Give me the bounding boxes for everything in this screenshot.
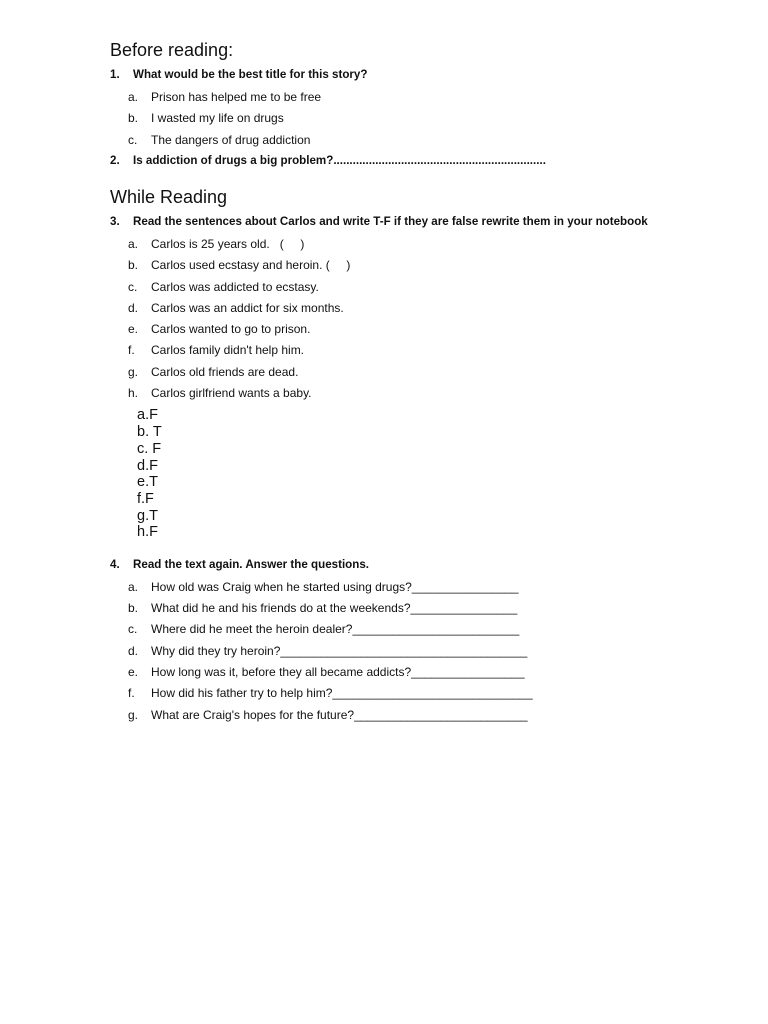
item-letter: g. [128, 365, 139, 379]
item-text: What did he and his friends do at the weekends?________________ [151, 601, 518, 615]
item-letter: e. [128, 665, 139, 679]
item-text: Carlos was addicted to ecstasy. [151, 280, 319, 294]
question-1 [110, 68, 367, 81]
question-4-text: Read the text again. Answer the questions. [133, 558, 370, 571]
answer-c: c. F [137, 441, 162, 457]
question-3-item-g [128, 365, 298, 379]
item-text: Carlos wanted to go to prison. [151, 322, 311, 336]
question-3-item-e [128, 322, 310, 336]
option-letter: b. [128, 111, 139, 125]
question-3-item-c [128, 280, 319, 294]
question-1-option-c [128, 133, 310, 147]
question-3 [110, 215, 648, 228]
item-text: Carlos used ecstasy and heroin. ( ) [151, 258, 351, 272]
question-4-item-e [128, 665, 525, 679]
question-1-option-b [128, 111, 284, 125]
item-letter: h. [128, 386, 139, 400]
item-text: How old was Craig when he started using drugs?________________ [151, 580, 519, 594]
question-3-item-d [128, 301, 344, 315]
question-3-item-a [128, 237, 304, 251]
item-letter: f. [128, 686, 135, 700]
question-1-text: What would be the best title for this story? [133, 68, 368, 81]
option-letter: a. [128, 90, 139, 104]
question-1-option-a [128, 90, 321, 104]
question-2 [110, 154, 546, 167]
answer-f: f.F [137, 491, 154, 507]
item-text: Carlos was an addict for six months. [151, 301, 344, 315]
question-4 [110, 558, 369, 571]
item-letter: d. [128, 644, 139, 658]
item-letter: b. [128, 601, 139, 615]
item-letter: c. [128, 280, 138, 294]
item-text: Carlos is 25 years old. ( ) [151, 237, 305, 251]
option-text: Prison has helped me to be free [151, 90, 322, 104]
item-letter: g. [128, 708, 139, 722]
item-letter: e. [128, 322, 139, 336]
question-3-item-h [128, 386, 312, 400]
item-text: Where did he meet the heroin dealer?_________________________ [151, 622, 520, 636]
option-text: I wasted my life on drugs [151, 111, 284, 125]
question-4-item-a [128, 580, 519, 594]
item-text: Why did they try heroin?_____________________________________ [151, 644, 528, 658]
option-text: The dangers of drug addiction [151, 133, 311, 147]
item-letter: a. [128, 237, 139, 251]
answer-e: e.T [137, 474, 158, 490]
answer-g: g.T [137, 508, 158, 524]
question-3-item-f [128, 343, 304, 357]
question-4-number: 4. [110, 558, 120, 571]
question-2-number: 2. [110, 154, 120, 167]
item-text: Carlos girlfriend wants a baby. [151, 386, 312, 400]
question-3-item-b [128, 258, 350, 272]
answer-d: d.F [137, 458, 158, 474]
item-letter: b. [128, 258, 139, 272]
question-4-item-g [128, 708, 528, 722]
item-letter: a. [128, 580, 139, 594]
item-letter: d. [128, 301, 139, 315]
item-text: Carlos old friends are dead. [151, 365, 299, 379]
while-reading-heading: While Reading [110, 187, 228, 207]
item-text: How long was it, before they all became addicts?_________________ [151, 665, 525, 679]
item-text: Carlos family didn't help him. [151, 343, 305, 357]
question-4-item-f [128, 686, 533, 700]
question-4-item-d [128, 644, 527, 658]
item-letter: f. [128, 343, 135, 357]
answer-a: a.F [137, 407, 158, 423]
question-3-number: 3. [110, 215, 120, 228]
question-4-item-b [128, 601, 517, 615]
before-reading-heading: Before reading: [110, 40, 234, 60]
question-4-item-c [128, 622, 519, 636]
item-text: What are Craig's hopes for the future?__________________________ [151, 708, 528, 722]
answer-h: h.F [137, 524, 158, 540]
item-letter: c. [128, 622, 138, 636]
question-1-number: 1. [110, 68, 120, 81]
item-text: How did his father try to help him?______________________________ [151, 686, 533, 700]
question-2-text: Is addiction of drugs a big problem?.................................................................. [133, 154, 546, 167]
question-3-text: Read the sentences about Carlos and write T-F if they are false rewrite them in your notebook [133, 215, 648, 228]
option-letter: c. [128, 133, 138, 147]
answer-b: b. T [137, 424, 162, 440]
